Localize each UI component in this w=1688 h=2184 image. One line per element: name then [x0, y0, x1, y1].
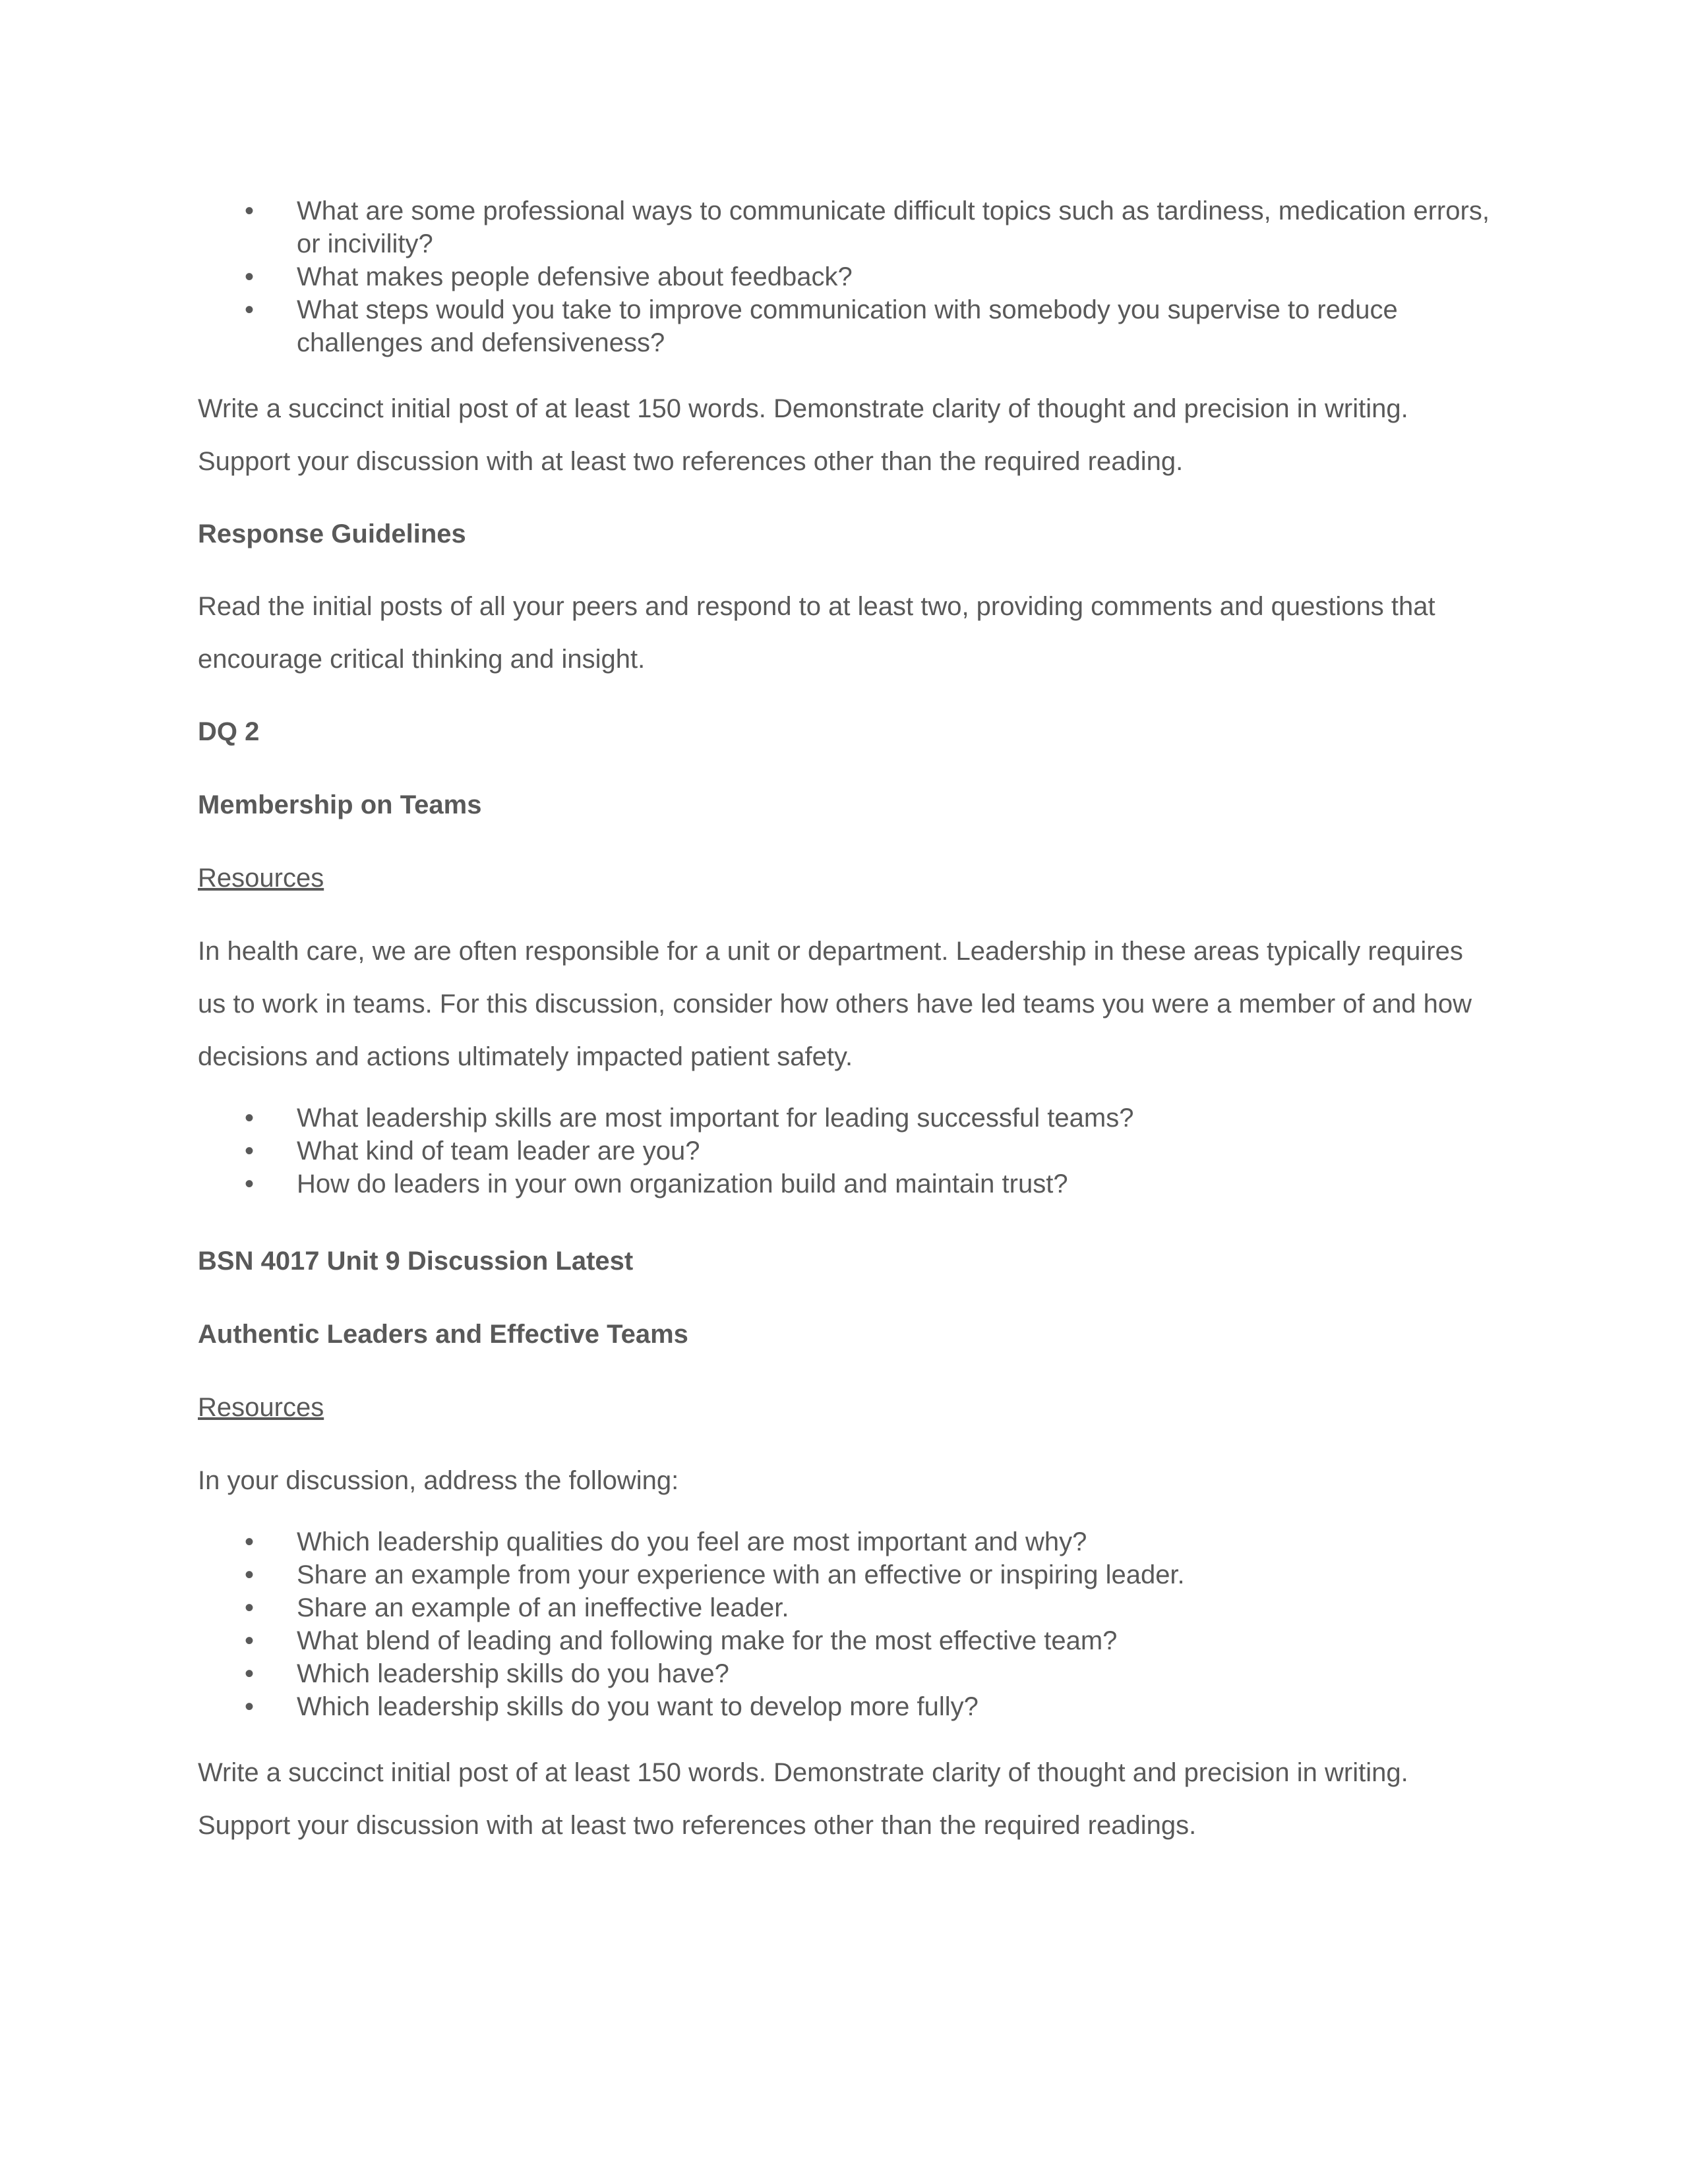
dq1-question-list [198, 194, 1490, 359]
list-item-text: Which leadership qualities do you feel are most important and why? [297, 1527, 1087, 1556]
list-item-text: Share an example of an ineffective leader. [297, 1593, 789, 1622]
list-item [198, 1102, 1490, 1135]
list-item-text: What kind of team leader are you? [297, 1136, 700, 1166]
unit9-title: Authentic Leaders and Effective Teams [198, 1320, 688, 1349]
unit9-question-list [198, 1525, 1490, 1723]
dq1-instructions: Write a succinct initial post of at least 150 words. Demonstrate clarity of thought and precision in writing. Support your discussion with at least two references other than the required reading. [198, 394, 1408, 476]
bullet-icon: • [245, 196, 255, 225]
bullet-icon: • [245, 1104, 255, 1133]
list-item [198, 1167, 1490, 1200]
list-item [198, 1657, 1490, 1690]
bullet-icon: • [245, 1527, 255, 1556]
list-item-text: What leadership skills are most important for leading successful teams? [297, 1104, 1134, 1133]
list-item [198, 1558, 1490, 1591]
bullet-icon: • [245, 262, 255, 291]
list-item [198, 1624, 1490, 1657]
list-item [198, 194, 1490, 260]
bullet-icon: • [245, 1560, 255, 1589]
bullet-icon: • [245, 1659, 255, 1688]
bullet-icon: • [245, 1626, 255, 1655]
list-item [198, 1135, 1490, 1167]
list-item [198, 1591, 1490, 1624]
list-item-text: How do leaders in your own organization build and maintain trust? [297, 1169, 1068, 1198]
bullet-icon: • [245, 1692, 255, 1721]
list-item [198, 1525, 1490, 1558]
list-item-text: Which leadership skills do you want to develop more fully? [297, 1692, 979, 1721]
dq2-intro: In health care, we are often responsible for a unit or department. Leadership in these areas typically requires us to work in teams. For this discussion, consider how others have led teams you were a member of and how decisions and actions ultimately impacted patient safety. [198, 937, 1472, 1071]
list-item-text: Which leadership skills do you have? [297, 1659, 729, 1688]
response-guidelines-text: Read the initial posts of all your peers and respond to at least two, providing comments and questions that encourage critical thinking and insight. [198, 592, 1435, 674]
list-item-text: Share an example from your experience with an effective or inspiring leader. [297, 1560, 1185, 1589]
unit9-instructions: Write a succinct initial post of at least 150 words. Demonstrate clarity of thought and precision in writing. Support your discussion with at least two references other than the required readings. [198, 1758, 1408, 1840]
unit9-intro: In your discussion, address the following: [198, 1466, 679, 1495]
dq2-resources-link[interactable]: Resources [198, 864, 324, 893]
list-item [198, 293, 1490, 359]
list-item [198, 1690, 1490, 1723]
list-item-text: What steps would you take to improve communication with somebody you supervise to reduce challenges and defensiveness? [297, 295, 1398, 357]
unit9-resources-link[interactable]: Resources [198, 1393, 324, 1422]
document-page [198, 194, 1490, 1852]
unit9-heading: BSN 4017 Unit 9 Discussion Latest [198, 1247, 634, 1276]
response-guidelines-heading: Response Guidelines [198, 519, 466, 548]
bullet-icon: • [245, 1593, 255, 1622]
bullet-icon: • [245, 295, 255, 324]
dq2-title: Membership on Teams [198, 790, 482, 819]
list-item-text: What are some professional ways to communicate difficult topics such as tardiness, medication errors, or incivility? [297, 196, 1490, 258]
dq2-question-list [198, 1102, 1490, 1200]
list-item-text: What blend of leading and following make for the most effective team? [297, 1626, 1118, 1655]
list-item-text: What makes people defensive about feedback? [297, 262, 853, 291]
bullet-icon: • [245, 1169, 255, 1198]
bullet-icon: • [245, 1136, 255, 1166]
dq2-heading: DQ 2 [198, 717, 260, 746]
list-item [198, 260, 1490, 293]
